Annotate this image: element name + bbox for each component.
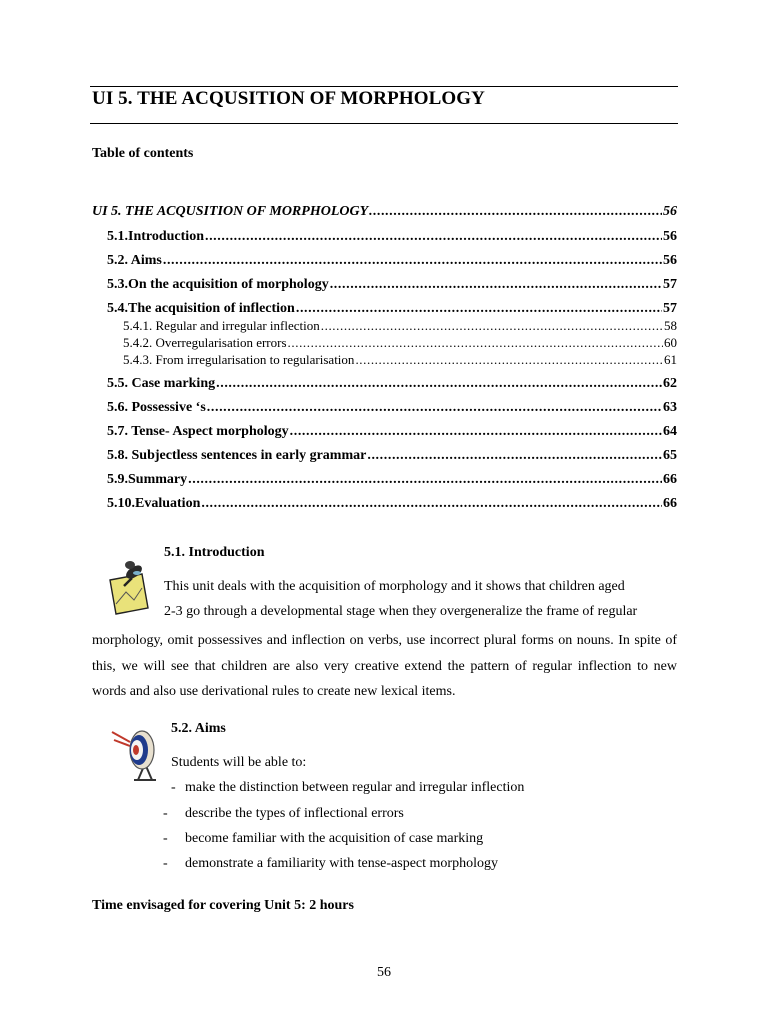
- toc-entry-title: 5.4.3. From irregularisation to regularisation: [123, 352, 355, 367]
- toc-heading: Table of contents: [92, 146, 194, 161]
- introduction-paragraph: morphology, omit possessives and inflection on verbs, use incorrect plural forms on nouns. In spite of this, we will see that children are also very creative extend the pattern of regular inflection to new words and also use derivational rules to create new lexical items.: [92, 633, 677, 699]
- toc-leader-dots: [201, 495, 662, 512]
- toc-entry-title: 5.4.1. Regular and irregular inflection: [123, 318, 320, 333]
- toc-entry-title: 5.8. Subjectless sentences in early grammar: [107, 448, 367, 463]
- toc-entry-page: 56: [663, 229, 677, 244]
- toc-leader-dots: [367, 447, 662, 464]
- toc-leader-dots: [163, 252, 662, 269]
- bullet-dash: -: [163, 856, 168, 871]
- toc-leader-dots: [330, 276, 662, 293]
- toc-entry-5-8[interactable]: [107, 447, 677, 464]
- toc-leader-dots: [216, 375, 662, 392]
- toc-entry-page: 65: [663, 448, 677, 463]
- toc-entry-page: 58: [664, 318, 677, 333]
- introduction-heading: 5.1. Introduction: [164, 545, 265, 560]
- toc-entry-title: 5.3.On the acquisition of morphology: [107, 277, 329, 292]
- toc-leader-dots: [290, 423, 662, 440]
- toc-entry-5-3[interactable]: [107, 276, 677, 293]
- aims-intro: Students will be able to:: [171, 755, 307, 770]
- page-number: 56: [377, 965, 391, 980]
- toc-entry-page: 56: [663, 253, 677, 268]
- toc-leader-dots: [369, 203, 662, 220]
- toc-leader-dots: [188, 471, 662, 488]
- aims-item-text: become familiar with the acquisition of case marking: [185, 831, 484, 846]
- toc-leader-dots: [296, 300, 662, 317]
- bullet-dash: -: [163, 831, 168, 846]
- toc-entry-title: 5.9.Summary: [107, 472, 188, 487]
- toc-leader-dots: [355, 351, 663, 368]
- toc-entry-title: 5.5. Case marking: [107, 376, 216, 391]
- title-bottom-rule: [90, 123, 678, 124]
- toc-entry-5-9[interactable]: [107, 471, 677, 488]
- pushpin-note-icon: [104, 560, 156, 622]
- toc-entry-title: 5.7. Tense- Aspect morphology: [107, 424, 289, 439]
- toc-entry-page: 66: [663, 496, 677, 511]
- introduction-line-2: 2-3 go through a developmental stage when they overgeneralize the frame of regular: [164, 604, 638, 619]
- toc-entry-title: 5.4.The acquisition of inflection: [107, 301, 295, 316]
- toc-entry-page: 60: [664, 335, 677, 350]
- target-icon: [110, 726, 160, 784]
- toc-leader-dots: [207, 399, 662, 416]
- toc-entry-page: 66: [663, 472, 677, 487]
- toc-entry-5-6[interactable]: [107, 399, 677, 416]
- toc-entry-title: 5.2. Aims: [107, 253, 162, 268]
- introduction-line-1: This unit deals with the acquisition of morphology and it shows that children aged: [164, 579, 625, 594]
- bullet-dash: -: [163, 806, 168, 821]
- toc-entry-5-2[interactable]: [107, 252, 677, 269]
- aims-item-text: demonstrate a familiarity with tense-aspect morphology: [185, 856, 498, 871]
- toc-entry-page: 57: [663, 277, 677, 292]
- toc-entry-title: 5.10.Evaluation: [107, 496, 201, 511]
- toc-entry-page: 62: [663, 376, 677, 391]
- toc-entry-unit[interactable]: [92, 203, 677, 220]
- toc-entry-5-4[interactable]: [107, 300, 677, 317]
- toc-entry-page: 63: [663, 400, 677, 415]
- toc-entry-page: 61: [664, 352, 677, 367]
- toc-entry-title: UI 5. THE ACQUSITION OF MORPHOLOGY: [92, 204, 369, 219]
- unit-title: UI 5. THE ACQUSITION OF MORPHOLOGY: [92, 88, 485, 109]
- aims-item-text: describe the types of inflectional errors: [185, 806, 404, 821]
- toc-entry-page: 64: [663, 424, 677, 439]
- toc-entry-5-10[interactable]: [107, 495, 677, 512]
- toc-leader-dots: [288, 334, 663, 351]
- toc-entry-5-4-1[interactable]: [123, 317, 677, 334]
- toc-entry-5-5[interactable]: [107, 375, 677, 392]
- toc-entry-title: 5.1.Introduction: [107, 229, 204, 244]
- toc-entry-page: 57: [663, 301, 677, 316]
- aims-item-text: make the distinction between regular and irregular inflection: [185, 780, 525, 795]
- toc-entry-5-7[interactable]: [107, 423, 677, 440]
- toc-entry-5-4-2[interactable]: [123, 334, 677, 351]
- title-top-rule: [90, 86, 678, 87]
- toc-entry-title: 5.6. Possessive ‘s: [107, 400, 206, 415]
- toc-entry-title: 5.4.2. Overregularisation errors: [123, 335, 287, 350]
- toc-leader-dots: [321, 317, 663, 334]
- toc-leader-dots: [205, 228, 662, 245]
- toc-entry-5-4-3[interactable]: [123, 351, 677, 368]
- toc-entry-page: 56: [663, 204, 677, 219]
- aims-heading: 5.2. Aims: [171, 721, 226, 736]
- time-note: Time envisaged for covering Unit 5: 2 hours: [92, 898, 354, 913]
- toc-entry-5-1[interactable]: [107, 228, 677, 245]
- bullet-dash: -: [171, 780, 176, 795]
